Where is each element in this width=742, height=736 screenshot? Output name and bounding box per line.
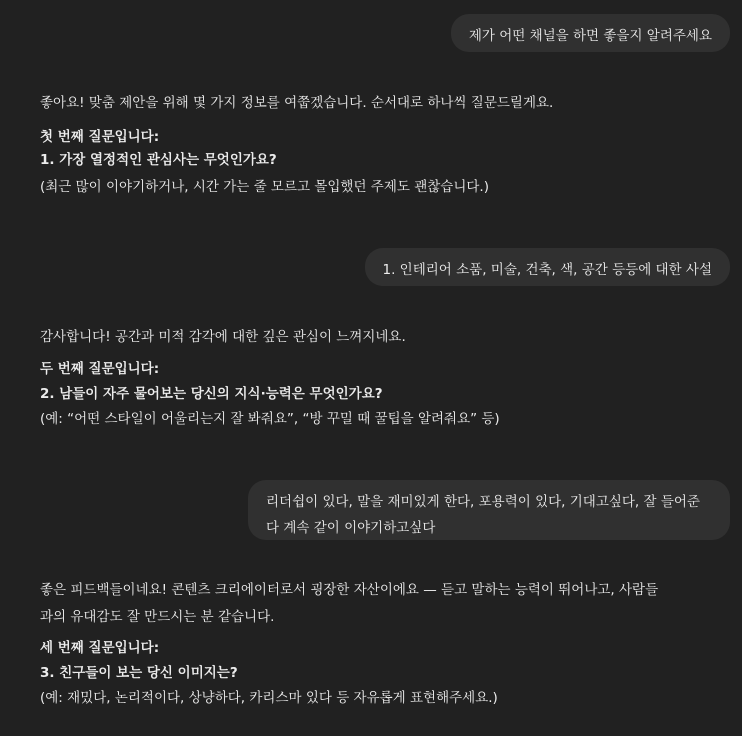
question-hint: (예: “어떤 스타일이 어울리는지 잘 봐줘요”, “방 꾸밀 때 꿀팁을 알려줘요” 등): [40, 411, 500, 427]
assistant-intro-line-2: 과의 유대감도 잘 만드시는 분 같습니다.: [40, 609, 275, 625]
user-message-3: [248, 480, 730, 540]
question-text: 3. 친구들이 보는 당신 이미지는?: [40, 665, 238, 681]
question-heading: 세 번째 질문입니다:: [40, 640, 160, 656]
assistant-intro-line-1: 좋은 피드백들이네요! 콘텐츠 크리에이터로서 굉장한 자산이에요 — 듣고 말하는 능력이 뛰어나고, 사람들: [40, 582, 659, 598]
user-message-1: [451, 14, 730, 52]
question-text: 1. 가장 열정적인 관심사는 무엇인가요?: [40, 152, 277, 168]
user-message-text: 리더쉽이 있다, 말을 재미있게 한다, 포용력이 있다, 기대고싶다, 잘 들어준다 계속 같이 이야기하고싶다: [266, 494, 700, 536]
question-heading: 첫 번째 질문입니다:: [40, 129, 160, 145]
user-message-2: [365, 248, 731, 286]
assistant-intro: 좋아요! 맞춤 제안을 위해 몇 가지 정보를 여쭙겠습니다. 순서대로 하나씩 질문드릴게요.: [40, 95, 554, 111]
question-heading: 두 번째 질문입니다:: [40, 361, 160, 377]
question-hint: (최근 많이 이야기하거나, 시간 가는 줄 모르고 몰입했던 주제도 괜찮습니다.): [40, 179, 489, 195]
question-hint: (예: 재밌다, 논리적이다, 상냥하다, 카리스마 있다 등 자유롭게 표현해주세요.): [40, 690, 498, 706]
question-text: 2. 남들이 자주 물어보는 당신의 지식·능력은 무엇인가요?: [40, 386, 383, 402]
assistant-intro: 감사합니다! 공간과 미적 감각에 대한 깊은 관심이 느껴지네요.: [40, 329, 406, 345]
user-message-text: 제가 어떤 채널을 하면 좋을지 알려주세요: [468, 28, 712, 44]
user-message-text: 1. 인테리어 소품, 미술, 건축, 색, 공간 등등에 대한 사설: [382, 262, 712, 278]
